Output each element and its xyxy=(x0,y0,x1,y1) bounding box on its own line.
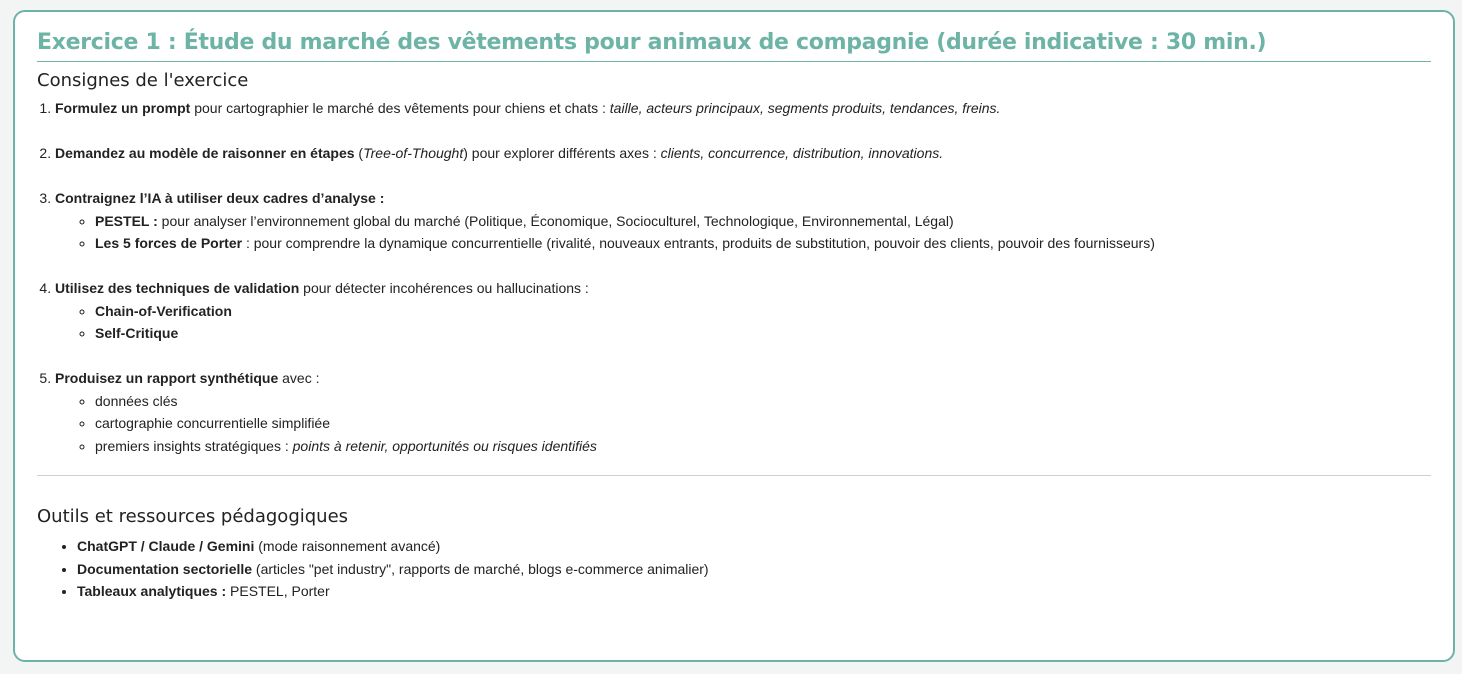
resource-item xyxy=(77,558,1431,581)
step-2-italic-a: Tree-of-Thought xyxy=(363,145,464,161)
step-2-italic-b: clients, concurrence, distribution, innovations. xyxy=(660,145,944,161)
step-5 xyxy=(55,367,1431,457)
chain-of-verification-label: Chain-of-Verification xyxy=(95,302,232,319)
resources-heading: Outils et ressources pédagogiques xyxy=(37,506,349,527)
step-3-bold: Contraignez l’IA à utiliser deux cadres d’analyse : xyxy=(55,190,385,206)
resource-1-bold: ChatGPT / Claude / Gemini xyxy=(77,538,255,554)
resource-2-bold: Documentation sectorielle xyxy=(77,560,253,577)
resource-3-bold: Tableaux analytiques : xyxy=(77,583,227,599)
resource-2-text: (articles "pet industry", rapports de marché, blogs e-commerce animalier) xyxy=(252,560,709,577)
resource-1-text: (mode raisonnement avancé) xyxy=(254,538,441,554)
resource-item xyxy=(77,580,1431,603)
exercise-title: Exercice 1 : Étude du marché des vêtements pour animaux de compagnie (durée indicative : 30 min.) xyxy=(37,30,1431,62)
list-item xyxy=(95,435,1431,458)
list-item xyxy=(95,300,1431,323)
porter-text: : pour comprendre la dynamique concurrentielle (rivalité, nouveaux entrants, produits de substitution, pouvoir des clients, pouvoir des fournisseurs) xyxy=(242,235,1155,251)
step-5-bold: Produisez un rapport synthétique xyxy=(55,370,279,386)
step-4 xyxy=(55,277,1431,345)
section-divider xyxy=(37,475,1431,476)
step-2-bold: Demandez au modèle de raisonner en étapes xyxy=(55,145,355,161)
self-critique-label: Self-Critique xyxy=(95,325,179,341)
list-item xyxy=(95,412,1431,435)
step-1-italic: taille, acteurs principaux, segments produits, tendances, freins. xyxy=(609,100,1001,116)
exercise-card xyxy=(13,10,1455,662)
insights-text: premiers insights stratégiques : xyxy=(95,437,293,454)
step-4-sublist xyxy=(55,300,1431,345)
resource-item xyxy=(77,535,1431,558)
resources-list xyxy=(37,535,1431,603)
list-item xyxy=(95,390,1431,413)
instructions-list xyxy=(37,97,1431,457)
step-1 xyxy=(55,97,1431,120)
instructions-heading: Consignes de l'exercice xyxy=(37,70,249,91)
pestel-text: pour analyser l’environnement global du marché (Politique, Économique, Socioculturel, Technologique, Environnemental, Légal) xyxy=(157,212,954,229)
step-2 xyxy=(55,142,1431,165)
list-item xyxy=(95,232,1431,255)
key-data-text: données clés xyxy=(95,392,178,409)
pestel-label: PESTEL : xyxy=(95,212,158,229)
step-3-sublist xyxy=(55,210,1431,255)
competitive-map-text: cartographie concurrentielle simplifiée xyxy=(95,415,331,431)
step-1-text: pour cartographier le marché des vêtements pour chiens et chats : xyxy=(190,100,610,116)
list-item xyxy=(95,210,1431,233)
step-1-bold: Formulez un prompt xyxy=(55,100,191,116)
step-3 xyxy=(55,187,1431,255)
step-2-text-b: ) pour explorer différents axes : xyxy=(463,145,661,161)
step-5-sublist xyxy=(55,390,1431,458)
insights-italic: points à retenir, opportunités ou risques identifiés xyxy=(292,437,597,454)
list-item xyxy=(95,322,1431,345)
step-5-text: avec : xyxy=(278,370,320,386)
step-2-text-a: ( xyxy=(354,145,364,161)
step-4-text: pour détecter incohérences ou hallucinations : xyxy=(299,280,589,296)
resource-3-text: PESTEL, Porter xyxy=(226,583,330,599)
step-4-bold: Utilisez des techniques de validation xyxy=(55,280,300,296)
porter-label: Les 5 forces de Porter xyxy=(95,235,243,251)
